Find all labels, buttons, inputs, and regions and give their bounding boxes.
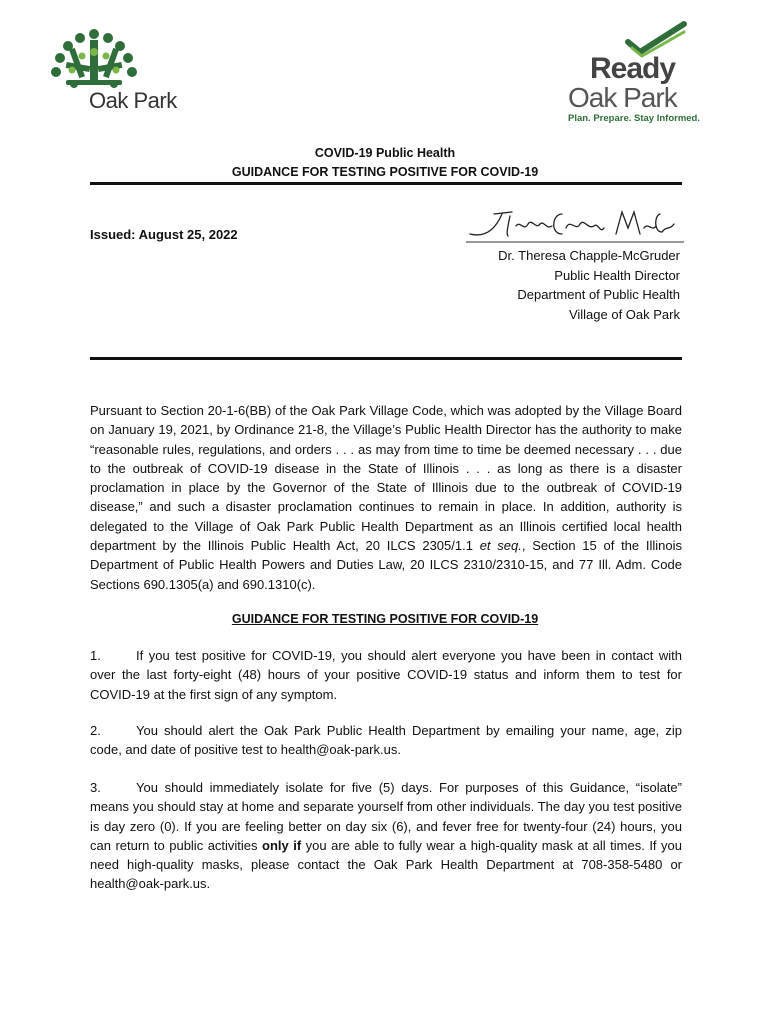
signer-title: Public Health Director — [554, 267, 680, 283]
oak-park-logo-text: Oak Park — [89, 88, 177, 113]
item-text-b: you are able to fully wear a high-quality mask at all times. If you need high-quality masks, please contact the Oak Park Health Department at 708-358-5480 or health@oak-park.us. — [90, 837, 682, 892]
ready-logo-tagline: Plan. Prepare. Stay Informed. — [568, 113, 700, 124]
intro-paragraph — [90, 401, 682, 594]
item-number: 1. — [90, 648, 101, 663]
signature-block — [498, 246, 680, 324]
item-bold-text: only if — [262, 837, 302, 853]
section-heading: GUIDANCE FOR TESTING POSITIVE FOR COVID-19 — [231, 612, 539, 626]
item-number: 3. — [90, 780, 101, 795]
oak-tree-icon — [44, 26, 154, 96]
signer-department: Department of Public Health — [517, 287, 680, 302]
document-subtitle: GUIDANCE FOR TESTING POSITIVE FOR COVID-19 — [231, 165, 539, 179]
title-divider — [90, 182, 682, 185]
ready-logo-word: Ready — [590, 52, 676, 85]
intro-text-a: Pursuant to Section 20-1-6(BB) of the Oak Park Village Code, which was adopted by the Village Board on January 19, 2021, by Ordinance 21-8, the Village’s Public Health Director has the authority to make “reasonable rules, regulations, and orders . . . as may from time to time be deemed necessary . . . due to the outbreak of COVID-19 disease in the State of Illinois . . . as long as there is a disaster proclamation in place by the Governor of the State of Illinois due to the outbreak of COVID-19 disease,” and such a disaster proclamation continues to remain in place. In addition, authority is delegated to the Village of Oak Park Public Health Department as an Illinois certified local health department by the Illinois Public Health Act, 20 ILCS 2305/1.1 — [90, 403, 682, 554]
signer-organization: Village of Oak Park — [568, 306, 680, 322]
item-text-a: You should immediately isolate for five (5) days. For purposes of this Guidance, “isolate” means you should stay at home and separate yourself from other individuals. The day you test positive is day zero (0). If you are feeling better on day six (6), and fever free for twenty-four (24) hours, you can return to public activities — [90, 780, 682, 853]
item-number: 2. — [90, 723, 101, 738]
intro-italic: et seq. — [479, 538, 522, 554]
guidance-item-1 — [90, 646, 682, 704]
ready-oak-park-logo — [560, 20, 700, 130]
handwritten-signature — [466, 204, 686, 244]
intro-text-b: , Section 15 of the Illinois Department of Public Health Powers and Duties Law, 20 ILCS 2310/2310-15, and 77 Ill. Adm. Code Sections 690.1305(a) and 690.1310(c). — [90, 538, 682, 592]
signer-name: Dr. Theresa Chapple-McGruder — [498, 248, 680, 263]
ready-logo-name: Oak Park — [568, 82, 677, 113]
document-title: COVID-19 Public Health — [314, 146, 456, 160]
item-text: You should alert the Oak Park Public Health Department by emailing your name, age, zip code, and date of positive test to health@oak-park.us. — [90, 723, 682, 758]
header-divider — [90, 357, 682, 360]
guidance-item-3 — [90, 778, 682, 894]
oak-park-logo — [44, 26, 184, 118]
guidance-item-2 — [90, 721, 682, 760]
item-text: If you test positive for COVID-19, you should alert everyone you have been in contact with over the last forty-eight (48) hours of your positive COVID-19 status and inform them to test for COVID-19 at the first sign of any symptom. — [90, 648, 682, 702]
issued-date: Issued: August 25, 2022 — [90, 227, 238, 242]
